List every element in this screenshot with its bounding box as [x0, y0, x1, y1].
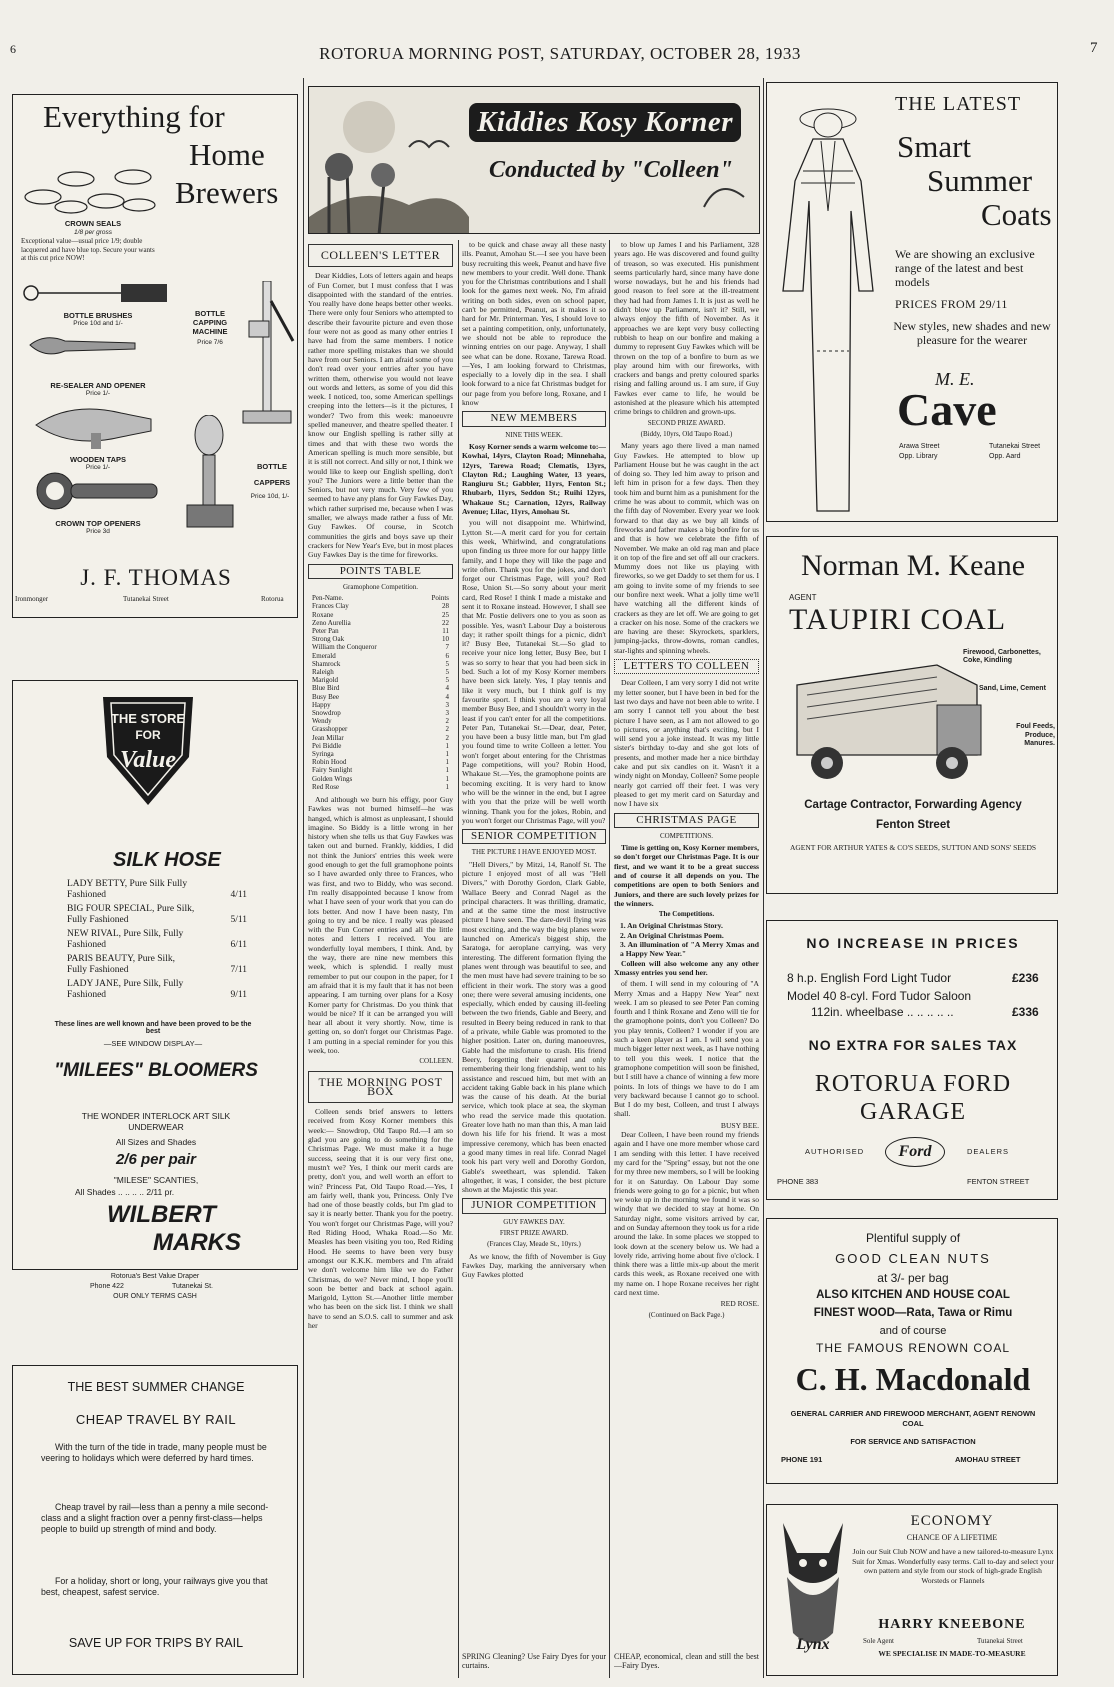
- nuts-price: at 3/- per bag: [877, 1271, 949, 1285]
- letters-text-1: Dear Colleen, I am very sorry I did not write my letter sooner, but I have been in bed for the last two days and have not been able to write. I am sorry I cannot tell you about the best picture I have seen, as I am not allowed to go to pictures, or anything that's exciting, but I will send you a joke instead. It was my little sister's birthday to-day and she got lots of presents, and mother made her a nice birthday cake and put six candles on it. Wasn't it a windy night on Monday, Colleen? Some people nearly got carried off their feet. I was very pleased to get my merit card on Saturday and now I have six: [614, 678, 759, 809]
- points-row: Fairy Sunlight 1: [312, 766, 449, 775]
- milees-bloomers: "MILEES" BLOOMERS: [54, 1060, 258, 1081]
- macdonald-ad: [766, 1218, 1058, 1484]
- resealer-price: Price 1/-: [85, 390, 111, 397]
- col3-text-1: to be quick and chase away all these nasty ills. Peanut, Amohau St.—I see you have been busy recruiting this week, Peanut and have five new members to your credit. Well done. Thank you for the Christmas contributions and I shall look for the games next week. No, I'm afraid writing on both sides, even on school paper, can't be permitted, Peanut, as it makes it so hard for Mr. Printerman. Yes, I should love to set a painting competition, only, unfortunately, we should not be able to reproduce the winning entries on our page. Anyway, I shall see what can be done. Roxane, Tarewa Road.—Yes, I am looking forward to Christmas, especially to a lovely dip in the sea. I shall look forward to a nice fat Christmas budget for our page from you before long, Roxane, and I know: [462, 240, 606, 408]
- points-table-heading: POINTS TABLE: [308, 564, 453, 579]
- marks-street: Tutanekai St.: [172, 1283, 213, 1290]
- kiddies-title: Kiddies Kosy Korner: [469, 103, 741, 142]
- points-row: Syringa 1: [312, 749, 449, 758]
- christmas-page-text: Time is getting on, Kosy Korner members, so don't forget our Christmas Page. It is our first, and we want it to be a great success and of course it all depends on you. The competitions are open to both Seniors and Juniors, and there are such lovely prizes for the winners.: [614, 843, 759, 908]
- svg-text:Value: Value: [119, 747, 177, 773]
- crown-openers-price: Price 3d: [86, 528, 110, 535]
- macdonald-phone: PHONE 191: [781, 1455, 823, 1464]
- points-row: Pei Biddle 1: [312, 741, 449, 750]
- taupiri-coal: TAUPIRI COAL: [789, 603, 1007, 636]
- the-latest: THE LATEST: [895, 93, 1022, 115]
- new-members-sub: NINE THIS WEEK.: [505, 430, 563, 439]
- cave-addr-1b: Opp. Library: [899, 453, 938, 460]
- column-rule: [609, 240, 610, 1678]
- crown-seals-price: 1/8 per gross: [74, 229, 112, 236]
- marks-ad: [12, 680, 298, 1270]
- kneebone-ad: [766, 1504, 1058, 1676]
- column-rule: [303, 78, 304, 1678]
- wooden-taps-label: WOODEN TAPS: [69, 455, 127, 464]
- cave-addr-1: Arawa Street: [899, 443, 940, 450]
- marks-terms: OUR ONLY TERMS CASH: [113, 1293, 197, 1300]
- keane-ad: [766, 536, 1058, 894]
- senior-competition-heading: SENIOR COMPETITION: [462, 829, 606, 844]
- keane-street: Fenton Street: [875, 819, 951, 831]
- senior-competition-sub: THE PICTURE I HAVE ENJOYED MOST.: [471, 848, 597, 857]
- keane-name: Norman M. Keane: [800, 549, 1026, 582]
- points-row: Raleigh 5: [312, 667, 449, 676]
- column-4: [614, 240, 759, 1677]
- colleens-letter-text: Dear Kiddies, Lots of letters again and heaps of Fun Corner, but I must confess that I was disappointed with the standard of the entries. You really have done heaps better other weeks. There were only four Seniors who attempted to describe their favourite picture and even those four were not as good as many other entries I have had from the same members. I notice rather more spelling mistakes than we should have from our Seniors. I am afraid some of you don't read over your entries after you have written them, otherwise you would not leave out words and letters, as some of you did this week. I noticed, too, some American spellings creeping into the letters—is it the pictures, I wonder? Two from this week: manoeuvre spelled maneuver, and theatre spelled theater. I know our English spelling is rather silly at times and that with these two words the American spelling is much more sensible, but it is still not correct. And silly or not, I think we would like to keep our English spelling, don't you? The Juniors were a little better than the Seniors, but not very much. Very few of you seemed to have any plans for Guy Fawkes Day, which rather surprised me, because when I was smaller, we always made rather a fuss of Mr. Guy Fawkes. Of course, in Scotch communities the girls and boys save up their crackers for New Year's Eve, but in most places Guy Fawkes Day is the time for fireworks.: [308, 271, 453, 560]
- busy-bee-signature: BUSY BEE.: [720, 1120, 759, 1130]
- dealers: DEALERS: [967, 1147, 1010, 1156]
- good-clean-nuts: GOOD CLEAN NUTS: [835, 1251, 991, 1266]
- fairy-dyes-spring: SPRING Cleaning? Use Fairy Dyes for your curtains.: [462, 1652, 606, 1671]
- coal-truck-image: [787, 645, 987, 795]
- wilbert-name: WILBERT: [107, 1201, 216, 1228]
- list-item: 3. An illumination of "A Merry Xmas and a Happy New Year.": [620, 940, 759, 959]
- ford-logo: Ford: [885, 1137, 945, 1167]
- svg-text:FOR: FOR: [135, 728, 161, 742]
- keane-firewood: Firewood, Carbonettes, Coke, Kindling: [963, 649, 1041, 664]
- points-row: William the Conqueror 7: [312, 643, 449, 652]
- ford-street: FENTON STREET: [967, 1177, 1030, 1186]
- junior-prize-award: FIRST PRIZE AWARD.: [499, 1228, 569, 1237]
- crown-seals-image: [21, 157, 161, 219]
- kiddies-banner: [308, 86, 760, 234]
- crown-seals-desc: Exceptional value—usual price 1/9; double lacquered and have blue top. Secure your wants at this cut price NOW!: [21, 237, 155, 262]
- points-header: Pen-Name. Points: [312, 594, 449, 603]
- keane-agent-line: AGENT FOR ARTHUR YATES & CO'S SEEDS, SUTTON AND SONS' SEEDS: [789, 843, 1037, 852]
- thomas-title-line3: Brewers: [175, 175, 279, 210]
- ford-phone: PHONE 383: [777, 1177, 819, 1186]
- points-row: Robin Hood 1: [312, 758, 449, 767]
- column-3: [462, 240, 606, 1677]
- points-row: Strong Oak 10: [312, 635, 449, 644]
- crown-openers-label: CROWN TOP OPENERS: [55, 519, 141, 528]
- wooden-taps-price: Price 1/-: [85, 464, 111, 471]
- points-row: Golden Wings 1: [312, 774, 449, 783]
- ford-line-3: 112in. wheelbase .. .. .. .. ..: [811, 1005, 954, 1019]
- points-row: Grasshopper 2: [312, 725, 449, 734]
- thomas-trade: Ironmonger: [15, 595, 49, 603]
- red-rose-signature: RED ROSE.: [720, 1299, 759, 1309]
- bottle-cappers-label: BOTTLE CAPPERS: [253, 462, 291, 487]
- scanties-price: All Shades .. .. .. .. 2/11 pr.: [75, 1187, 175, 1197]
- hose-list: [67, 879, 247, 1004]
- column-2: [308, 240, 453, 1677]
- points-row: Happy 3: [312, 700, 449, 709]
- and-of-course: and of course: [879, 1325, 947, 1337]
- colleens-letter-heading: COLLEEN'S LETTER: [308, 244, 453, 267]
- finest-wood: FINEST WOOD—Rata, Tawa or Rimu: [813, 1307, 1013, 1319]
- keane-cartage: Cartage Contractor, Forwarding Agency: [804, 799, 1022, 811]
- prices-from: PRICES FROM 29/11: [895, 297, 1008, 311]
- rail-para-2: Cheap travel by rail—less than a penny a mile second-class and a slight fraction over a penny first-class—helps people to build up strength of mind and body.: [41, 1502, 269, 1534]
- cave-addr-2b: Opp. Aard: [989, 453, 1021, 460]
- marks-name: MARKS: [153, 1229, 241, 1256]
- points-row: Busy Bee 4: [312, 692, 449, 701]
- christmas-page-heading: CHRISTMAS PAGE: [614, 813, 759, 828]
- keane-foul: Foul Feeds, Produce, Manures.: [1016, 723, 1055, 747]
- rail-para-1: With the turn of the tide in trade, many people must be veering to holidays which were deferred by hard times.: [41, 1442, 267, 1463]
- no-increase: NO INCREASE IN PRICES: [806, 935, 1020, 951]
- kneebone-name: HARRY KNEEBONE: [878, 1617, 1026, 1632]
- colleen-signature: COLLEEN.: [419, 1057, 453, 1066]
- thomas-title-line2: Home: [189, 137, 265, 172]
- points-row: Roxane 25: [312, 610, 449, 619]
- letters-to-colleen-heading: LETTERS TO COLLEEN: [614, 659, 759, 674]
- economy: ECONOMY: [910, 1513, 994, 1529]
- fairy-dyes-cheap: CHEAP, economical, clean and still the best—Fairy Dyes.: [614, 1652, 759, 1671]
- colleens-letter-cont: And although we burn his effigy, poor Guy Fawkes was not burned himself—he was hanged, which is almost as unpleasant, I should imagine. So Biddy is a little wrong in her history when she tells us that Guy Fawkes was taken out and burned. Frankly, kiddies, I did not think the Juniors' entries this week were good enough to get the full gramophone points so I have awarded only three to Frances, who was first, and two to Biddy, who was second. I'm really disappointed because I know from what I have seen of your work that you can do lots better. And now I have been nasty, I'm going to try and be nice. I really was pleased with the Fun Corner entries and all the little notes and letters I received. You are wonderfully loyal members, I think. And, by the way, there are nine new members this week, which is splendid. I really must remember to put our coupon in the paper, for I am afraid that it is my fault that it has not been appearing. I am turning over plans for a Kosy Korner party for Christmas. Do you think that would be nice? If it can be arranged you will hear all about it very shortly. Now, time is getting on, so don't forget our Christmas Page. I am putting in a special reminder for you this week, too.: [308, 794, 453, 1055]
- svg-text:THE STORE: THE STORE: [110, 711, 186, 726]
- plentiful-supply: Plentiful supply of: [865, 1231, 961, 1245]
- smart: Smart: [897, 129, 972, 164]
- page-number-right: 7: [1090, 40, 1098, 56]
- continued-note: (Continued on Back Page.): [648, 1310, 725, 1319]
- rotorua-ford: ROTORUA FORD: [814, 1071, 1012, 1097]
- macdonald-name: C. H. Macdonald: [795, 1361, 1031, 1397]
- senior-competition-text: "Hell Divers," by Mitzi, 14, Ranolf St. The picture I enjoyed most of all was "Hell Divers," with Dorothy Gordon, Clark Gable, Wallace Beery and Conrad Nagel as the principal characters. It was thrilling, dramatic, and at the same time the most instructive picture I have seen. The dare-devil flying was most exciting, and the way the big planes were launched on America's biggest ship, the Saratoga, for aeroplane carrying, was very interesting. The different formation flying the planes went through was beautiful to see, and the men must have had severe training to be so efficient in their work. The story was a good one; there were several amusing incidents, one especially, which ended by causing ill-feeling between the two friends, Gable and Beery, and resulted in Beery being reduced in rank to that of a private, while Gable was promoted to the higher position. Later on, during manoeuvres, Gable had the misfortune to crash. His friend Beery, forgetting their quarrel and only remembering their long friendship, went to his assistance and rescued him, but met with an accident taking Gable back in his plane which was the cause of his death. At the burial service, which took place at sea, the skyman who read the service made this quotation. Greater love hath no man than this, A man laid down his life for his friend. It was a most impressive ceremony, which has been enacted a good many times in real life. Conrad Nagel took his part very well and Dorothy Gordon, Gable's sweetheart, was splendid. Taken altogether, it was, I consider, the best picture shown at the Majestic this year.: [462, 859, 606, 1195]
- marks-phone: Phone 422: [90, 1283, 124, 1290]
- points-row: Zeno Aurellia 22: [312, 618, 449, 627]
- points-row: Peter Pan 11: [312, 626, 449, 635]
- points-table: [308, 594, 453, 791]
- kneebone-street: Tutanekai Street: [977, 1637, 1023, 1645]
- points-row: Frances Clay 28: [312, 602, 449, 611]
- cave-name: Cave: [897, 384, 997, 435]
- lynx-logo: [773, 1513, 853, 1663]
- thomas-street: Tutanekai Street: [123, 595, 169, 603]
- kneebone-agent: Sole Agent: [863, 1637, 894, 1645]
- keane-sand: Sand, Lime, Cement: [979, 685, 1046, 692]
- rail-heading: THE BEST SUMMER CHANGE: [67, 1380, 245, 1394]
- hose-item: NEW RIVAL, Pure Silk, Fully Fashioned 6/11: [67, 929, 247, 950]
- bottle-cappers-price: Price 10d, 1/-: [250, 493, 290, 500]
- junior-competition-heading: JUNIOR COMPETITION: [462, 1198, 606, 1213]
- scanties: "MILESE" SCANTIES,: [113, 1175, 199, 1185]
- keane-agent: AGENT: [789, 593, 817, 602]
- hose-item: LADY JANE, Pure Silk, Fully Fashioned 9/11: [67, 979, 247, 1000]
- kneebone-special: WE SPECIALISE IN MADE-TO-MEASURE: [878, 1649, 1026, 1658]
- competitions-list: [614, 921, 759, 958]
- rail-para-3: For a holiday, short or long, your railways give you that best, cheapest, safest service.: [41, 1576, 268, 1597]
- new-members-heading: NEW MEMBERS: [462, 411, 606, 426]
- ford-price-2: £336: [1012, 1005, 1039, 1019]
- crown-seals-label: CROWN SEALS: [64, 219, 122, 228]
- sizes-shades: All Sizes and Shades: [115, 1137, 197, 1147]
- hose-item: PARIS BEAUTY, Pure Silk, Fully Fashioned 7/11: [67, 954, 247, 975]
- resealer-label: RE-SEALER AND OPENER: [50, 381, 146, 390]
- points-row: Jean Millar 2: [312, 733, 449, 742]
- column-rule: [763, 78, 764, 1678]
- new-styles: New styles, new shades and new pleasure for the wearer: [893, 319, 1051, 347]
- capping-machine-label: BOTTLE CAPPING MACHINE: [192, 309, 228, 336]
- rail-subheading: CHEAP TRAVEL BY RAIL: [75, 1412, 237, 1427]
- underwear-desc: THE WONDER INTERLOCK ART SILK UNDERWEAR: [81, 1111, 231, 1132]
- letters-text-2: of them. I will send in my colouring of "A Merry Xmas and a Happy New Year" next week. I am so pleased to see Peter Pan coming fourth and I think Roxane and Zeno will tie for the gramophone points, don't you Colleen? Do you play tennis, Colleen? I wonder if you are such a keen player as I am. I will send you a much bigger letter next week, as I have nothing to tell you this week. I notice that the gramophone competition will soon be finished, but I still have a chance of winning a few more points. In lots of things we have to do I am very backward because I cannot go to school. But I do my best, Colleen, and trust I always shall.: [614, 979, 759, 1119]
- bottle-brushes-label: BOTTLE BRUSHES: [63, 311, 133, 320]
- silk-hose-heading: SILK HOSE: [113, 849, 221, 871]
- macdonald-carrier: GENERAL CARRIER AND FIREWOOD MERCHANT, AGENT RENOWN COAL: [790, 1409, 1036, 1428]
- column-rule: [458, 240, 459, 1678]
- bottle-capper-image: [181, 415, 251, 535]
- capping-machine-image: [235, 281, 295, 431]
- kneebone-text: Join our Suit Club NOW and have a new tailored-to-measure Lynx Suit for Xmas. Wonderfully easy terms. Call to-day and select your own pattern and style from our stock of high-grade English Worsteds or Flannels: [852, 1547, 1054, 1585]
- cave-ad: [766, 82, 1058, 522]
- ford-line-1: 8 h.p. English Ford Light Tudor: [787, 971, 952, 985]
- hose-item: BIG FOUR SPECIAL, Pure Silk, Fully Fashioned 5/11: [67, 904, 247, 925]
- price-per-pair: 2/6 per pair: [115, 1151, 197, 1168]
- thomas-town: Rotorua: [261, 595, 284, 603]
- competitions-list-heading: The Competitions.: [658, 910, 715, 919]
- thomas-name: J. F. THOMAS: [80, 565, 232, 590]
- store-value-logo: [93, 687, 203, 807]
- ford-line-2: Model 40 8-cyl. Ford Tudor Saloon: [787, 989, 972, 1003]
- col4-text-2: Many years ago there lived a man named Guy Fawkes. He attempted to blow up Parliament House but he was caught in the act of doing so. They led him away to prison and left him in prison for a few days. Then they took him and burnt him as a punishment for the crime he was about to commit, which was on the fifth day of November. Every year we look forward to that day as we buy all kinds of fireworks and father makes a big bonfire for us and that is how we celebrate the fifth of November. We make an old rag man and place it on top of the fire and set off all our crackers. Mummy does not like us playing with fireworks, so we get Daddy to set them for us. I am going to invite some of my friends to see our bonfire next week. What a jolly time we'll have watching all the different kinds of crackers as they are let off. We are going to get a cracker on his nose. Some of the crackers we are having are these: Skyrockets, sparklers, jumping-jacks, throw-downs, roman candles, star-lights and spinning wheels.: [614, 441, 759, 655]
- list-item: 1. An Original Christmas Story.: [620, 921, 723, 931]
- new-members-text: Kosy Korner sends a warm welcome to:—Kowhai, 14yrs, Clayton Road; Minnehaha, 12yrs, Tarewa Road; Clematis, 13yrs, Clayton Rd.; Laughing Water, 13 years, Rangiuru St.; Gabbler, 11yrs, Fenton St.; Rhubarb, 11yrs, Seddon St.; Ruihi 12yrs, Whakaue St.; Carnation, 12yrs, Railway Avenue; Lilac, 11yrs, Amohau St.: [462, 441, 606, 517]
- second-prize-award: SECOND PRIZE AWARD.: [647, 418, 726, 427]
- macdonald-street: AMOHAU STREET: [955, 1455, 1021, 1464]
- second-prize-by: (Biddy, 10yrs, Old Taupo Road.): [640, 429, 733, 438]
- bottle-brushes-price: Price 10d and 1/-: [73, 320, 123, 327]
- christmas-page-end: Colleen will also welcome any any other Xmassy entries you send her.: [614, 958, 759, 977]
- letters-text-3: Dear Colleen, I have been round my friends again and I have one more member whose card I am sending with this letter. I have received my card for the "Spring" essay, but not the one for my three new members, so I will be looking for it on Saturday. On Labour Day some friends were going to go for a picnic, but when we woke up in the morning we found it was so windy that we decided to stay at home. On Saturday night, some visitors arrived by car, and on Sunday afternoon they took us for a ride around the lake. In some places we stopped to look down at the scenery below us. We had a lovely ride, arriving home about five o'clock. I think there was a little mix-up about the merit cards this week, as Roxane received one with my name on. I hope Roxane receives her right card next time.: [614, 1130, 759, 1298]
- garage: GARAGE: [860, 1099, 966, 1125]
- page-number-left: 6: [10, 42, 16, 56]
- points-row: Wendy 2: [312, 717, 449, 726]
- thomas-title-line1: Everything for: [43, 99, 225, 134]
- points-table-sub: Gramophone Competition.: [342, 582, 419, 591]
- window-display: —SEE WINDOW DISPLAY—: [103, 1039, 203, 1048]
- post-box-heading: THE MORNING POST BOX: [308, 1071, 453, 1104]
- ford-ad: [766, 920, 1058, 1200]
- cave-desc: We are showing an exclusive range of the latest and best models: [895, 247, 1035, 289]
- kitchen-coal: ALSO KITCHEN AND HOUSE COAL: [816, 1289, 1010, 1301]
- points-row: Snowdrop 3: [312, 708, 449, 717]
- post-box-text: Colleen sends brief answers to letters received from Kosy Korner members this week:— Snowdrop, Old Taupo Rd.—I am so glad you are going to do something for the Christmas Page. We must make it a huge success, seeing that it is our very first one, mustn't we? Yes, I think our merit cards are pretty, don't you, and well worth an effort to win? Princess Pat, Old Taupo Road.—Yes, I am fairly well, thank you, Princess. Only I've had one of those beastly colds, but I'm glad to say it is nearly better. Thank you for the poetry. You won't forget our Christmas Page, will you? Red Riding Hood, Whaka Road.—So Mr. Measles has been visiting you too, Red Riding Hood. He seems to have been very busy amongst our K.K.K. members and I'm afraid we don't welcome him like we do Father Christmas, do we? Never mind, I hope you'll soon be better and back at school again. Marigold, Lytton St.—Another little member who has been on the sick list. I think we shall have to send an S.O.S. call to summer and ask her: [308, 1107, 453, 1330]
- macdonald-service: FOR SERVICE AND SATISFACTION: [850, 1437, 976, 1446]
- col3-text-2: you will not disappoint me. Whirlwind, Lytton St.—A merit card for you for certain this week, Whirlwind, and congratulations upon finding us three more for our happy little family, and I hope they will like the page and write often. Thank you for the jokes, and don't forget our Christmas Page, will you? Red Rose, Union St.—So sorry about your merit card, Red Rose! I think I made a mistake and sent it to Roxane instead. However, I shall see that Mr. Postie delivers one to you as soon as possible. Yes, wasn't Labour Day a boisterous day; it rather spoilt things for a picnic, didn't it? Busy Bee, Tutanekai St.—So glad to receive your nice long letter, Busy Bee, but I was so sorry to hear that you had been sick in bed. Such a lot of my Kosy Korner members have been sick lately. Yes, I play tennis and like it very much, but I think golf is my favourite sport. I think you are a very loyal member Busy Bee, and I shouldn't worry in the least if you can't enter for all the competitions. Peter Pan, Tutanekai St.—Dear, dear, Peter, you have been a busy little man, but I'm glad you found time to write Colleen a letter. You won't forget about entering for the Christmas Page competitions, will you? Robin Hood, Whakaue St.—Yes, the gramophone points are becoming exciting. It is very hard to know who will be the winner in the end, but I agree with you that the prize will be well worth winning. Thank you for the jokes, Robin, and you won't forget our Christmas Page, will you?: [462, 518, 606, 825]
- conducted-by: Conducted by "Colleen": [489, 157, 733, 183]
- woman-coat-image: [773, 91, 883, 516]
- authorised: AUTHORISED: [805, 1147, 865, 1156]
- coats: Coats: [981, 197, 1052, 232]
- rail-footer: SAVE UP FOR TRIPS BY RAIL: [68, 1636, 244, 1650]
- cave-addr-2: Tutanekai Street: [989, 443, 1041, 450]
- junior-competition-sub: GUY FAWKES DAY.: [503, 1217, 565, 1226]
- list-item: 2. An Original Christmas Poem.: [620, 930, 724, 940]
- points-row: Marigold 5: [312, 676, 449, 685]
- col4-text-1: to blow up James I and his Parliament, 328 years ago. He was discovered and found guilty of treason, so was executed. His punishment seems particularly hard, since many have done worse nowadays, but he and his friends had good reason to feel sore at the ill-treatment they had had from James I. It is just as well he didn't blow up Parliament, isn't it? Still, we always enjoy the fifth of November. As it approaches we are kept very busy collecting rubbish to heap on our bonfire and making a dummy to represent Guy Fawkes which will be thrown on the top of a bonfire to burn as we play around him with our fireworks, with crackers and bangs and pretty coloured sparks rising and falling around us. I am sure, if Guy Fawkes ever came to life, he would be astonished at the pleasure which his attempted crime brings to children and grown-ups.: [614, 240, 759, 417]
- ford-price-1: £236: [1012, 971, 1039, 985]
- masthead-title: ROTORUA MORNING POST, SATURDAY, OCTOBER 28, 1933: [319, 44, 801, 63]
- marks-draper: Rotorua's Best Value Draper: [110, 1273, 200, 1280]
- bottle-brush-image: [21, 281, 171, 305]
- junior-competition-text: As we know, the fifth of November is Guy Fawkes Day, marking the anniversary when Guy Fawkes plotted: [462, 1251, 606, 1280]
- crown-opener-image: [33, 469, 163, 515]
- hose-item: LADY BETTY, Pure Silk Fully Fashioned 4/11: [67, 879, 247, 900]
- resealer-image: [25, 331, 145, 359]
- hose-note: These lines are well known and have been proved to be the best: [54, 1021, 252, 1035]
- renown-coal: THE FAMOUS RENOWN COAL: [815, 1341, 1010, 1355]
- thomas-ad: [12, 94, 298, 618]
- rail-ad: [12, 1365, 298, 1675]
- junior-prize-by: (Frances Clay, Meade St., 10yrs.): [487, 1240, 581, 1249]
- no-extra-tax: NO EXTRA FOR SALES TAX: [808, 1037, 1018, 1053]
- chance-of-lifetime: CHANCE OF A LIFETIME: [906, 1533, 998, 1542]
- svg-text:Lynx: Lynx: [796, 1636, 830, 1653]
- summer: Summer: [927, 163, 1033, 198]
- cave-initials: M. E.: [935, 369, 975, 389]
- christmas-page-sub: COMPETITIONS.: [659, 831, 714, 840]
- points-row: Blue Bird 4: [312, 684, 449, 693]
- points-row: Shamrock 5: [312, 659, 449, 668]
- wooden-tap-image: [31, 397, 161, 453]
- points-row: Emerald 6: [312, 651, 449, 660]
- capping-machine-price: Price 7/6: [197, 339, 223, 346]
- points-row: Red Rose 1: [312, 782, 449, 791]
